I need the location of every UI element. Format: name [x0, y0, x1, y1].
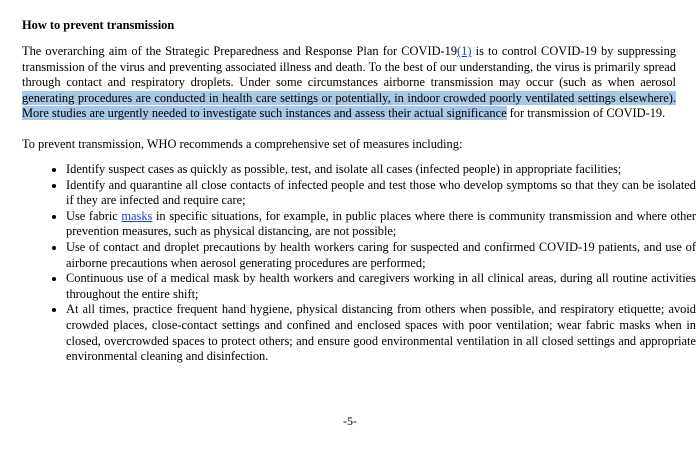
- list-item-text-pre: Use fabric: [66, 208, 122, 223]
- list-item-text-post: in specific situations, for example, in public places where there is community transmission and where other prevention measures, such as physical distancing, are not possible;: [66, 208, 697, 239]
- list-item: [66, 271, 696, 302]
- list-item-text: At all times, practice frequent hand hygiene, physical distancing from others when possible, and respiratory etiquette; avoid crowded places, close-contact settings and confined and enclosed spaces with poor ventilation; wear fabric masks when in closed, overcrowded spaces to protect others; and ensure good environmental ventilation in all closed settings and appropriate environmental cleaning and disinfection.: [66, 302, 696, 364]
- measures-list: [40, 162, 696, 365]
- list-item-text: Identify and quarantine all close contacts of infected people and test those who develop symptoms so that they can be isolated if they are infected and require care;: [66, 177, 696, 208]
- page-number: -5-: [343, 414, 357, 428]
- section-heading: How to prevent transmission: [22, 18, 175, 32]
- reference-link[interactable]: (1): [457, 44, 472, 58]
- measures-intro: To prevent transmission, WHO recommends a comprehensive set of measures including:: [22, 137, 463, 151]
- intro-text-c: for transmission of COVID-19.: [506, 106, 666, 121]
- list-item-text: Identify suspect cases as quickly as possible, test, and isolate all cases (infected people) in appropriate facilities;: [66, 162, 622, 176]
- list-item: [66, 240, 696, 271]
- intro-text-b: is to control COVID-19 by suppressing transmission of the virus and preventing associated illness and death. To the best of our understanding, the virus is primarily spread through contact and respiratory droplets. Under some circumstances airborne transmission may occur (such as when aerosol: [22, 44, 676, 90]
- list-item-text: Continuous use of a medical mask by health workers and caregivers working in all clinical areas, during all routine activities throughout the entire shift;: [66, 271, 696, 301]
- masks-link[interactable]: masks: [121, 208, 153, 223]
- intro-paragraph: [22, 44, 676, 122]
- list-item: [66, 178, 696, 209]
- list-item: [66, 209, 696, 240]
- list-item: [66, 162, 696, 178]
- intro-text-a: The overarching aim of the Strategic Preparedness and Response Plan for COVID-19: [22, 44, 458, 58]
- highlighted-text[interactable]: generating procedures are conducted in health care settings or potentially, in indoor crowded poorly ventilated settings elsewhere). More studies are urgently needed to investigate such instances and assess their actual significance: [22, 90, 676, 121]
- list-item-text: Use of contact and droplet precautions by health workers caring for suspected and confirmed COVID-19 patients, and use of airborne precautions when aerosol generating procedures are performed;: [66, 239, 696, 270]
- list-item: [66, 302, 696, 364]
